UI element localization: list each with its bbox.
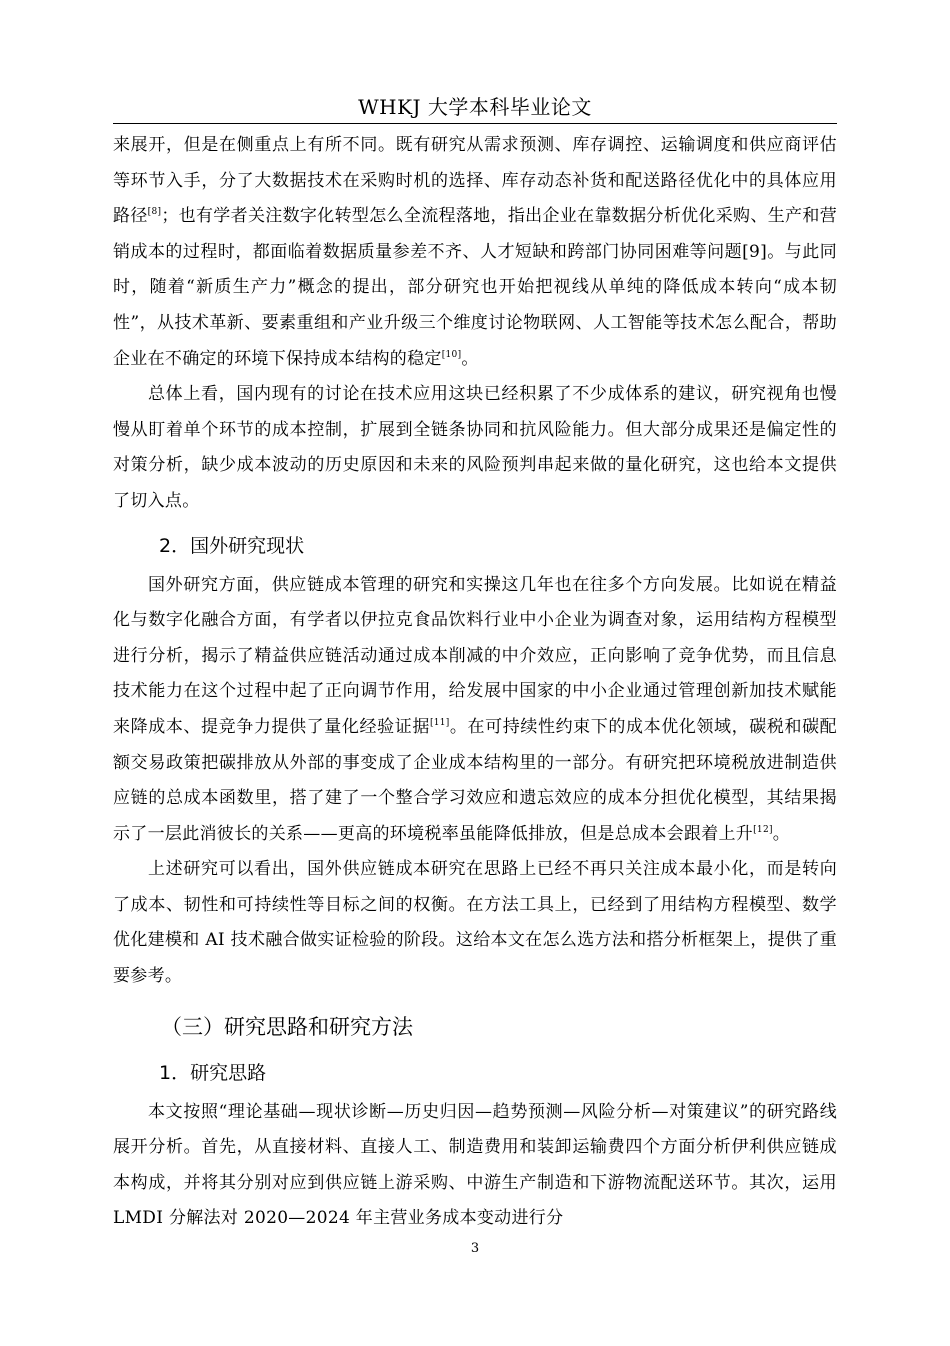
page-body — [113, 128, 837, 1237]
paragraph-domestic-summary: 总体上看，国内现有的讨论在技术应用这块已经积累了不少成体系的建议，研究视角也慢慢从盯着单个环节的成本控制，扩展到全链条协同和抗风险能力。但大部分成果还是偏定性的对策分析，缺少成本波动的历史原因和未来的风险预判串起来做的量化研究，这也给本文提供了切入点。 — [113, 384, 837, 511]
citation-ref-8: [8] — [147, 207, 162, 218]
paragraph-foreign-summary: 上述研究可以看出，国外供应链成本研究在思路上已经不再只关注成本最小化，而是转向了成本、韧性和可持续性等目标之间的权衡。在方法工具上，已经到了用结构方程模型、数学优化建模和 AI 技术融合做实证检验的阶段。这给本文在怎么选方法和搭分析框架上，提供了重要参考。 — [113, 859, 837, 987]
text-segment: 。在可持续性约束下的成本优化领域，碳税和碳配额交易政策把碳排放从外部的事变成了企业成本结构里的一部分。有研究把环境税放进制造供应链的总成本函数里，搭了建了一个整合学习效应和遗忘效应的成本分担优化模型，其结果揭示了一层此消彼长的关系——更高的环境税率虽能降低排放，但是总成本会跟着上升 — [113, 716, 837, 844]
text-segment: 。 — [461, 348, 479, 369]
paragraph-domestic-continued — [113, 128, 837, 377]
text-segment: 。 — [772, 823, 791, 844]
page-header: WHKJ 大学本科毕业论文 — [358, 95, 592, 119]
text-segment: 来展开，但是在侧重点上有所不同。既有研究从需求预测、库存调控、运输调度和供应商评估等环节入手，分了大数据技术在采购时机的选择、库存动态补货和配送路径优化中的具体应用路径 — [113, 135, 837, 227]
citation-ref-12: [12] — [753, 824, 773, 835]
heading-foreign-research: 2．国外研究现状 — [159, 534, 305, 557]
citation-ref-11: [11] — [429, 717, 450, 728]
page-number: 3 — [470, 1241, 480, 1256]
paragraph-research-approach: 本文按照“理论基础—现状诊断—历史归因—趋势预测—风险分析—对策建议”的研究路线展开分析。首先，从直接材料、直接人工、制造费用和装卸运输费四个方面分析伊利供应链成本构成，并将其分别对应到供应链上游采购、中游生产制造和下游物流配送环节。其次，运用 LMDI 分解法对 2020—2024 年主营业务成本变动进行分 — [113, 1101, 837, 1229]
text-segment: ；也有学者关注数字化转型怎么全流程落地，指出企业在靠数据分析优化采购、生产和营销成本的过程时，都面临着数据质量参差不齐、人才短缺和跨部门协同困难等问题[9]。与此同时，随着“新质生产力”概念的提出，部分研究也开始把视线从单纯的降低成本转向“成本韧性”，从技术革新、要素重组和产业升级三个维度讨论物联网、人工智能等技术怎么配合，帮助企业在不确定的环境下保持成本结构的稳定 — [113, 206, 837, 369]
citation-ref-10: [10] — [441, 349, 462, 360]
text-segment: 国外研究方面，供应链成本管理的研究和实操这几年也在往多个方向发展。比如说在精益化与数字化融合方面，有学者以伊拉克食品饮料行业中小企业为调查对象，运用结构方程模型进行分析，揭示了精益供应链活动通过成本削减的中介效应，正向影响了竞争优势，而且信息技术能力在这个过程中起了正向调节作用，给发展中国家的中小企业通过管理创新加技术赋能来降成本、提竞争力提供了量化经验证据 — [113, 574, 837, 737]
heading-research-approach: 1．研究思路 — [159, 1061, 267, 1084]
paragraph-foreign-research — [113, 568, 837, 853]
header-divider — [113, 123, 837, 124]
heading-section-3: （三）研究思路和研究方法 — [161, 1014, 413, 1039]
